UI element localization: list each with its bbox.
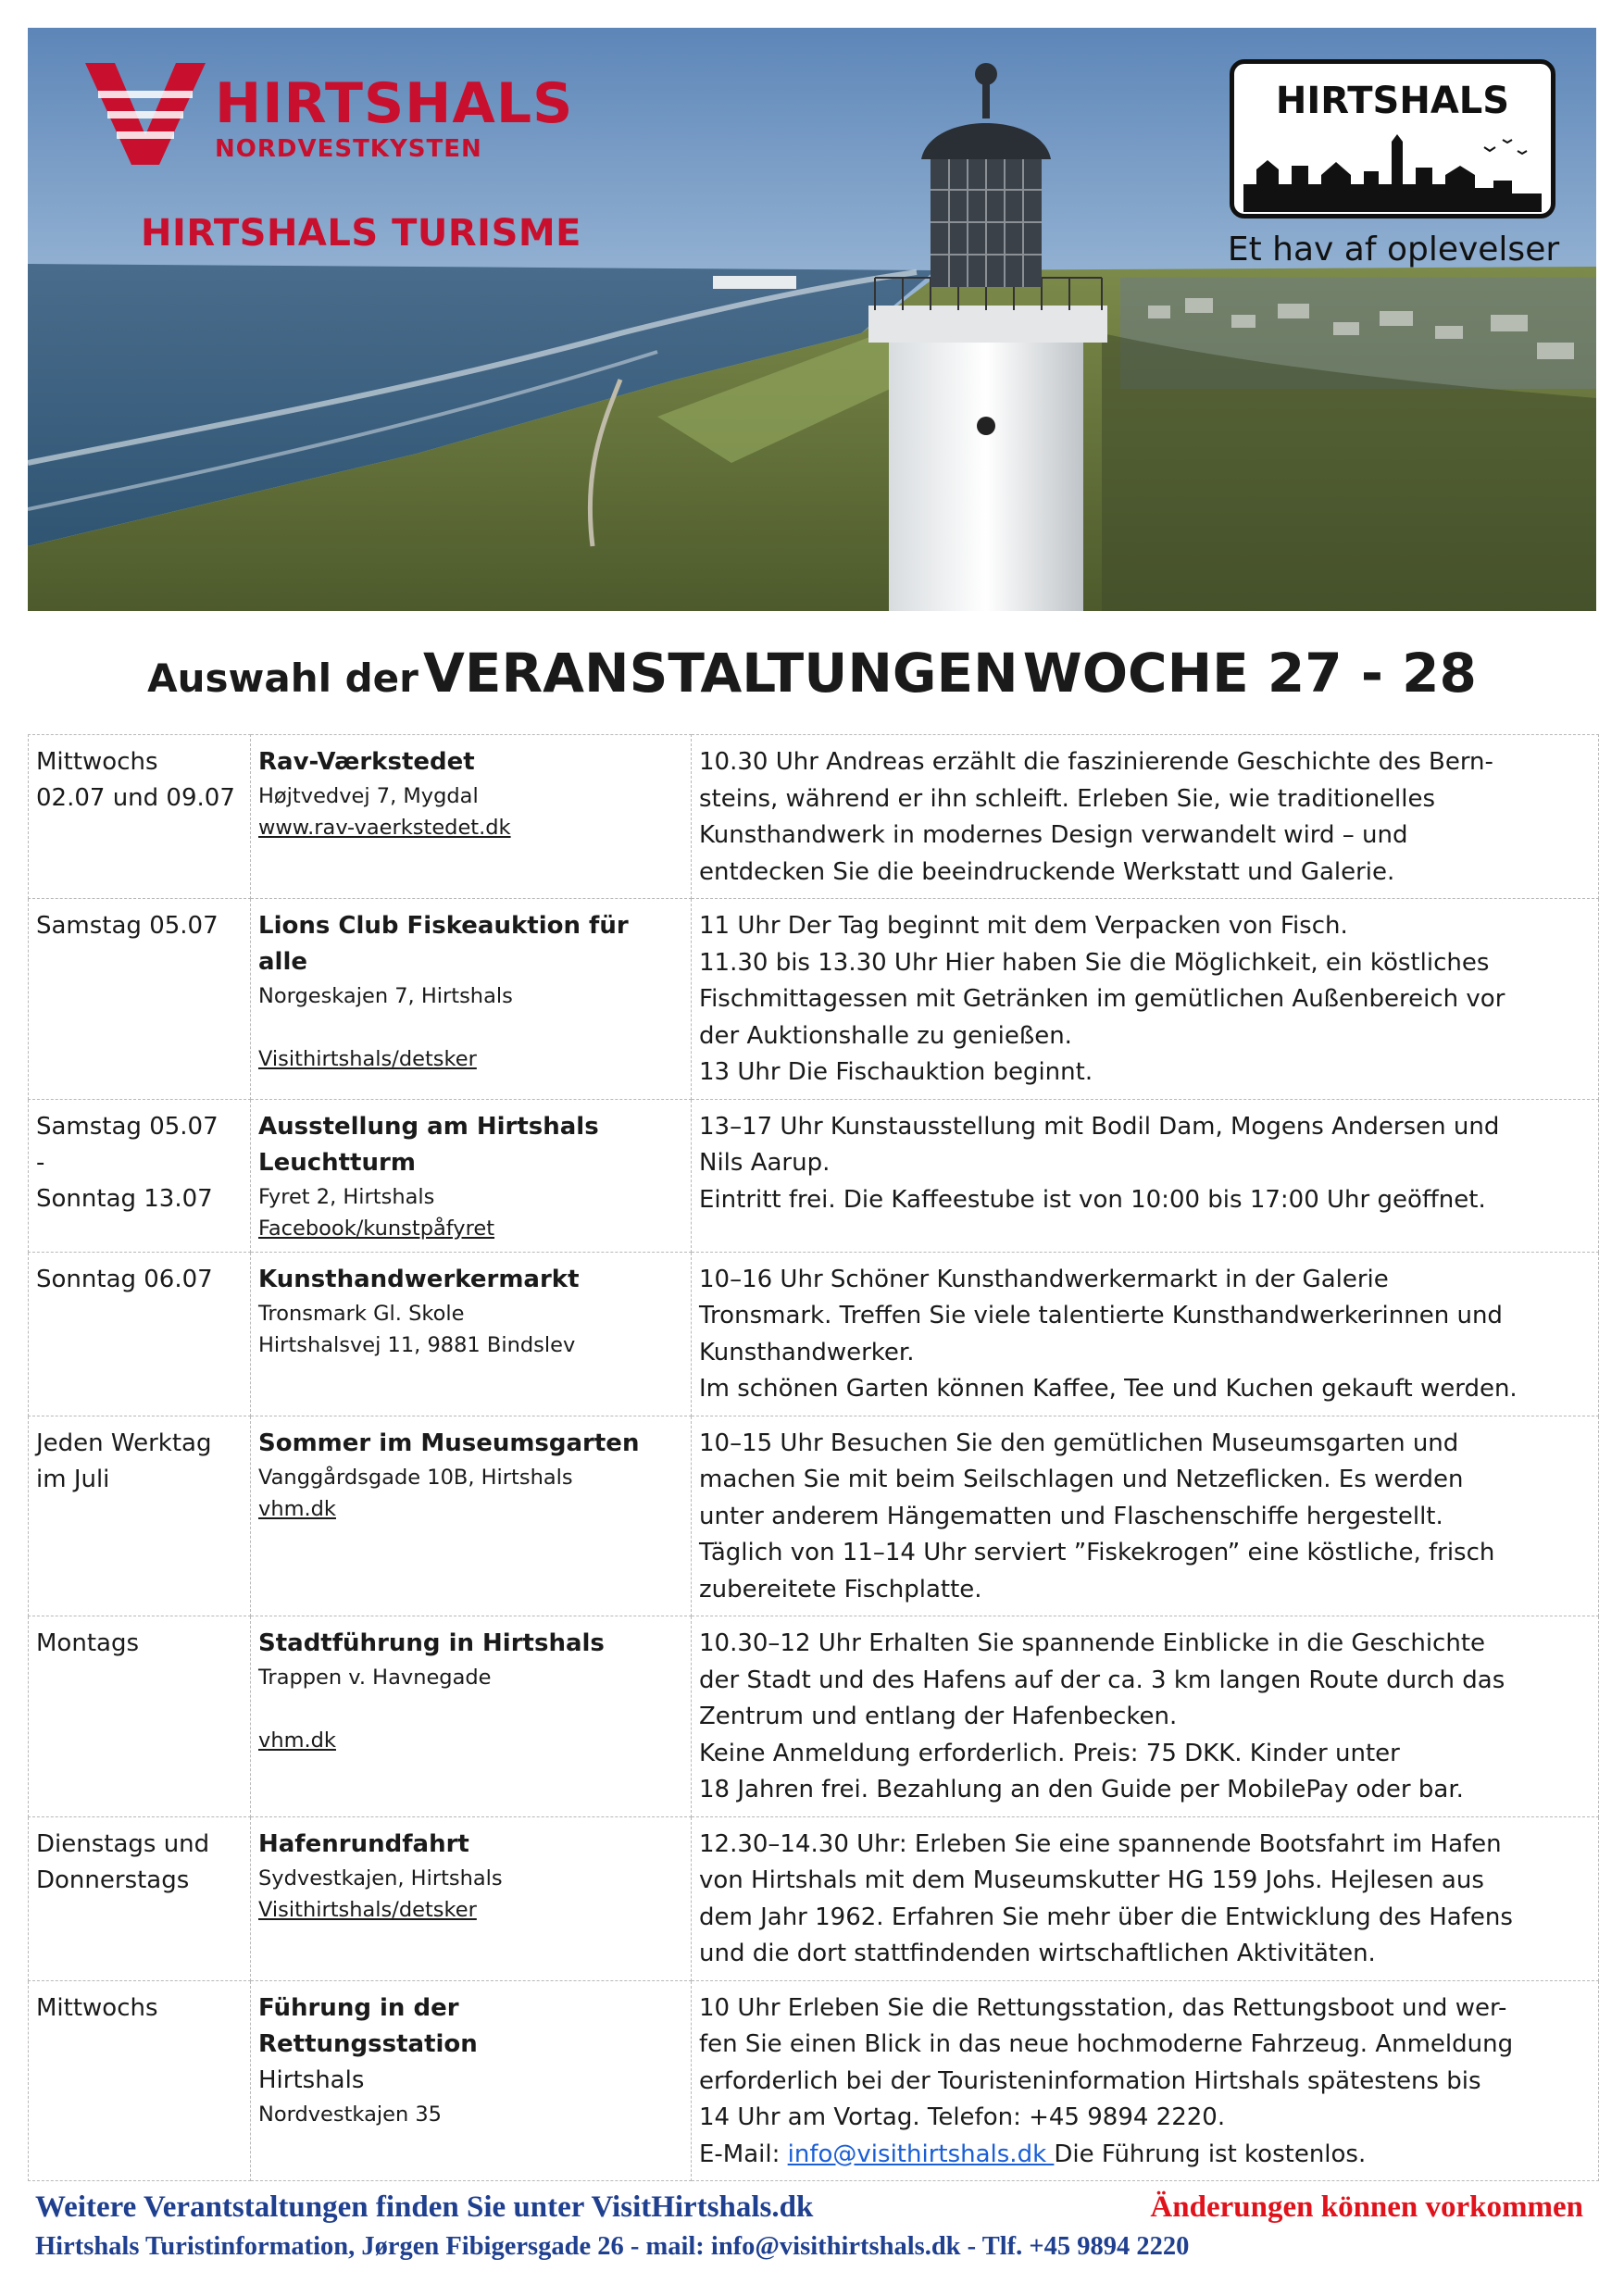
v-logo-icon: [85, 63, 206, 165]
event-title: [258, 1262, 683, 1298]
event-link[interactable]: Facebook/kunstpåfyret: [258, 1216, 495, 1241]
event-date-line: Samstag 05.07: [36, 912, 219, 940]
event-description-line: Kunsthandwerker.: [699, 1338, 915, 1366]
hirtshals-turisme-logo: [85, 63, 604, 267]
town-sign: [1230, 59, 1555, 218]
event-date: [29, 899, 251, 1100]
event-title-text: Hafenrundfahrt: [258, 1829, 469, 1858]
event-address: Vanggårdsgade 10B, Hirtshals: [258, 1465, 573, 1490]
footer: [35, 2187, 1600, 2265]
footer-row-1: [35, 2187, 1600, 2227]
event-row: [29, 1980, 1599, 2181]
event-date-line: Sonntag 13.07: [36, 1184, 213, 1213]
event-row: [29, 1099, 1599, 1252]
page-title: [0, 641, 1624, 719]
event-date: [29, 1616, 251, 1817]
event-date-line: Sonntag 06.07: [36, 1265, 213, 1293]
event-description-line: 11 Uhr Der Tag beginnt mit dem Verpacken von Fisch.: [699, 912, 1348, 940]
event-title-text: Stadtführung in Hirtshals: [258, 1629, 605, 1657]
title-week: WOCHE 27 - 28: [1022, 642, 1477, 705]
event-description-line: Nils Aarup.: [699, 1149, 831, 1177]
event-venue: [251, 1616, 692, 1817]
event-title-tail-text: Hirtshals: [258, 2065, 365, 2094]
footer-more-events[interactable]: Weitere Verantstaltungen finden Sie unter VisitHirtshals.dk: [35, 2190, 814, 2224]
event-date-line: Mittwochs: [36, 1993, 158, 2022]
event-description-line: Fischmittagessen mit Getränken im gemütlichen Außenbereich vor: [699, 985, 1505, 1013]
event-title-text: Sommer im Museumsgarten: [258, 1429, 640, 1457]
email-link[interactable]: info@visithirtshals.dk: [787, 2140, 1055, 2168]
event-description-line: und die dort stattfindenden wirtschaftlichen Aktivitäten.: [699, 1940, 1376, 1967]
event-link[interactable]: Visithirtshals/detsker: [258, 1047, 477, 1071]
event-date: [29, 1099, 251, 1252]
event-date: [29, 1252, 251, 1416]
event-description-line: 13 Uhr Die Fischauktion beginnt.: [699, 1058, 1093, 1086]
event-title-text: Rav-Værkstedet: [258, 748, 475, 776]
event-address: Trappen v. Havnegade: [258, 1666, 492, 1690]
event-title: [258, 744, 683, 780]
event-description-line: von Hirtshals mit dem Museumskutter HG 159 Johs. Hejlesen aus: [699, 1866, 1484, 1894]
event-description-line: fen Sie einen Blick in das neue hochmoderne Fahrzeug. Anmeldung: [699, 2030, 1514, 2058]
event-date-line: im Juli: [36, 1465, 110, 1493]
event-date-line: Donnerstags: [36, 1866, 190, 1894]
town-skyline-icon: [1243, 129, 1542, 212]
event-title: [258, 1990, 683, 2063]
event-description: [692, 1416, 1599, 1616]
event-mail-line: [699, 2137, 1591, 2174]
event-link[interactable]: vhm.dk: [258, 1728, 336, 1753]
event-description-line: Täglich von 11–14 Uhr serviert ”Fiskekrogen” eine köstliche, frisch: [699, 1539, 1495, 1566]
event-description-line: 18 Jahren frei. Bezahlung an den Guide per MobilePay oder bar.: [699, 1776, 1464, 1803]
event-description-line: 14 Uhr am Vortag. Telefon: +45 9894 2220.: [699, 2103, 1226, 2131]
event-description-line: 10.30 Uhr Andreas erzählt die faszinierende Geschichte des Bern-: [699, 748, 1493, 776]
event-venue: [251, 1816, 692, 1980]
event-description-line: Zentrum und entlang der Hafenbecken.: [699, 1703, 1178, 1730]
event-title-text: Lions Club Fiskeauktion für alle: [258, 912, 629, 976]
event-description-line: 10–15 Uhr Besuchen Sie den gemütlichen Museumsgarten und: [699, 1429, 1459, 1457]
event-description-line: Eintritt frei. Die Kaffeestube ist von 10:00 bis 17:00 Uhr geöffnet.: [699, 1185, 1486, 1214]
event-link[interactable]: Visithirtshals/detsker: [258, 1897, 477, 1922]
event-address: Hirtshalsvej 11, 9881 Bindslev: [258, 1332, 576, 1357]
event-description-line: Tronsmark. Treffen Sie viele talentierte Kunsthandwerkerinnen und: [699, 1302, 1503, 1329]
mail-suffix: Die Führung ist kostenlos.: [1054, 2140, 1367, 2168]
event-description-line: Im schönen Garten können Kaffee, Tee und Kuchen gekauft werden.: [699, 1375, 1518, 1403]
event-address: Fyret 2, Hirtshals: [258, 1184, 435, 1209]
event-description-line: der Stadt und des Hafens auf der ca. 3 km langen Route durch das: [699, 1666, 1505, 1694]
event-description: [692, 899, 1599, 1100]
event-description: [692, 1616, 1599, 1817]
event-venue: [251, 1416, 692, 1616]
events-body: [29, 735, 1599, 2181]
event-description-line: 12.30–14.30 Uhr: Erleben Sie eine spannende Bootsfahrt im Hafen: [699, 1829, 1502, 1858]
event-title-text: Führung in der Rettungsstation: [258, 1993, 478, 2058]
event-date-line: Jeden Werktag: [36, 1429, 212, 1457]
event-title: [258, 1109, 683, 1181]
event-description-line: dem Jahr 1962. Erfahren Sie mehr über die Entwicklung des Hafens: [699, 1903, 1513, 1931]
footer-changes-notice: Änderungen können vorkommen: [1150, 2190, 1583, 2224]
event-description: [692, 1980, 1599, 2181]
event-row: [29, 1616, 1599, 1817]
event-date-line: Montags: [36, 1629, 139, 1657]
tagline: Et hav af oplevelser: [1227, 231, 1560, 268]
event-row: [29, 899, 1599, 1100]
footer-contact: Hirtshals Turistinformation, Jørgen Fibigersgade 26 - mail: info@visithirtshals.dk - Tlf. +45 9894 2220: [35, 2232, 1190, 2261]
event-description-line: erforderlich bei der Touristeninformation Hirtshals spätestens bis: [699, 2066, 1481, 2095]
event-date-line: Dienstags und: [36, 1829, 210, 1858]
event-date: [29, 1816, 251, 1980]
event-date-line: -: [36, 1148, 45, 1177]
event-venue: [251, 1252, 692, 1416]
event-title-text: Ausstellung am Hirtshals Leuchtturm: [258, 1112, 599, 1177]
event-date: [29, 1416, 251, 1616]
event-description: [692, 1252, 1599, 1416]
event-date-line: Samstag 05.07: [36, 1112, 219, 1141]
event-description-line: steins, während er ihn schleift. Erleben Sie, wie traditionelles: [699, 784, 1436, 813]
event-address: Sydvestkajen, Hirtshals: [258, 1866, 503, 1890]
spacer: [258, 1693, 683, 1725]
event-venue: [251, 1099, 692, 1252]
event-address: Nordvestkajen 35: [258, 2102, 442, 2127]
title-prefix: Auswahl der: [147, 655, 418, 701]
events-table: [28, 734, 1599, 2181]
event-title: [258, 1626, 683, 1662]
event-description-line: machen Sie mit beim Seilschlagen und Netzeflicken. Es werden: [699, 1466, 1464, 1493]
town-sign-logo: [1222, 56, 1560, 278]
event-description-line: entdecken Sie die beeindruckende Werkstatt und Galerie.: [699, 857, 1395, 886]
event-date: [29, 735, 251, 899]
event-description-line: 11.30 bis 13.30 Uhr Hier haben Sie die Möglichkeit, ein köstliches: [699, 948, 1490, 977]
event-row: [29, 1416, 1599, 1616]
event-row: [29, 735, 1599, 899]
event-title-tail: [258, 2063, 683, 2099]
event-date-line: Mittwochs: [36, 748, 158, 776]
event-venue: [251, 1980, 692, 2181]
event-venue: [251, 735, 692, 899]
event-date: [29, 1980, 251, 2181]
event-description-line: 13–17 Uhr Kunstausstellung mit Bodil Dam, Mogens Andersen und: [699, 1112, 1500, 1141]
brand-subtitle: NORDVESTKYSTEN: [215, 135, 482, 163]
event-address: Højtvedvej 7, Mygdal: [258, 784, 479, 808]
event-date-line: 02.07 und 09.07: [36, 784, 235, 812]
event-description: [692, 735, 1599, 899]
event-row: [29, 1816, 1599, 1980]
event-description-line: der Auktionshalle zu genießen.: [699, 1021, 1072, 1050]
event-description-line: unter anderem Hängematten und Flaschenschiffe hergestellt.: [699, 1502, 1443, 1530]
sign-title: HIRTSHALS: [1275, 80, 1510, 122]
spacer: [258, 1012, 683, 1043]
event-description-line: zubereitete Fischplatte.: [699, 1575, 982, 1603]
event-title: [258, 1827, 683, 1863]
event-description-line: 10.30–12 Uhr Erhalten Sie spannende Einblicke in die Geschichte: [699, 1629, 1486, 1657]
event-description: [692, 1099, 1599, 1252]
event-description-line: 10–16 Uhr Schöner Kunsthandwerkermarkt in der Galerie: [699, 1265, 1389, 1293]
event-row: [29, 1252, 1599, 1416]
event-description-line: 10 Uhr Erleben Sie die Rettungsstation, das Rettungsboot und wer-: [699, 1993, 1507, 2022]
event-address: Norgeskajen 7, Hirtshals: [258, 984, 513, 1008]
event-description-line: Kunsthandwerk in modernes Design verwandelt wird – und: [699, 821, 1408, 849]
event-description-line: Keine Anmeldung erforderlich. Preis: 75 DKK. Kinder unter: [699, 1739, 1400, 1767]
mail-prefix: E-Mail:: [699, 2140, 788, 2168]
event-description: [692, 1816, 1599, 1980]
event-link[interactable]: vhm.dk: [258, 1496, 336, 1521]
event-title-text: Kunsthandwerkermarkt: [258, 1265, 580, 1293]
brand-name: HIRTSHALS: [215, 71, 574, 136]
hero-banner: [28, 28, 1596, 611]
event-title: [258, 908, 683, 980]
event-title: [258, 1426, 683, 1462]
event-venue: [251, 899, 692, 1100]
event-link[interactable]: www.rav-vaerkstedet.dk: [258, 816, 511, 840]
title-main: VERANSTALTUNGEN: [422, 642, 1018, 705]
brand-tourism: HIRTSHALS TURISME: [141, 212, 581, 255]
event-address: Tronsmark Gl. Skole: [258, 1301, 465, 1326]
